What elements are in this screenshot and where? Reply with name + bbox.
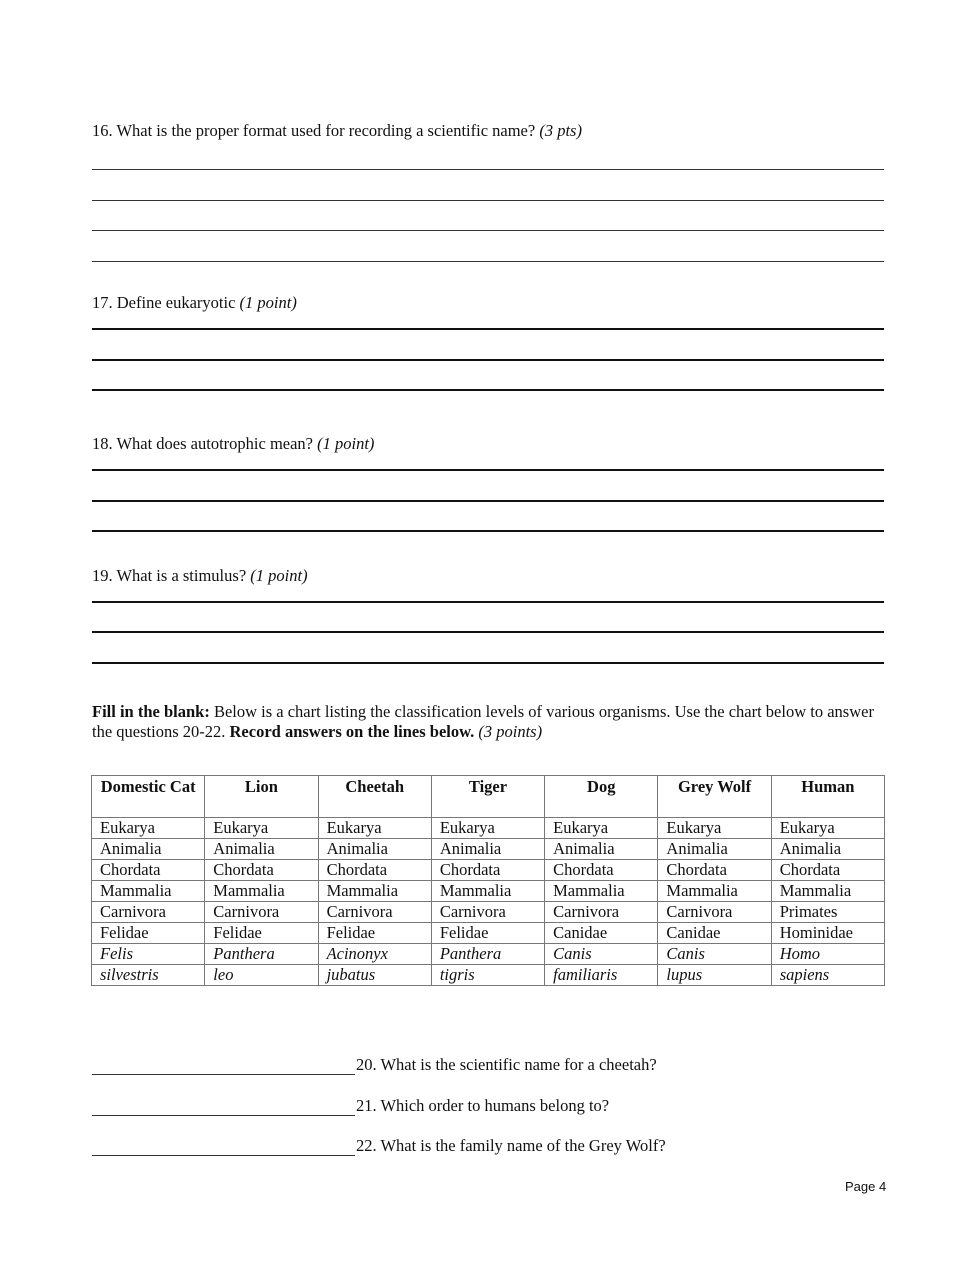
table-cell: Eukarya [431,818,544,839]
question-16-label: 16. What is the proper format used for recording a scientific name? (3 pts) [92,121,582,140]
answer-line[interactable] [92,662,884,664]
table-cell: silvestris [92,965,205,986]
table-cell: Chordata [658,860,771,881]
question-17 [92,293,884,398]
answer-line[interactable] [92,328,884,330]
table-cell: Panthera [205,944,318,965]
answer-line[interactable] [92,601,884,603]
classification-table [91,775,885,986]
table-cell: Carnivora [92,902,205,923]
table-cell: sapiens [771,965,884,986]
table-cell: Mammalia [318,881,431,902]
question-19-label: 19. What is a stimulus? (1 point) [92,566,308,585]
table-cell: Animalia [545,839,658,860]
table-row [92,818,885,839]
table-cell: Chordata [318,860,431,881]
table-cell: Chordata [431,860,544,881]
table-cell: Mammalia [545,881,658,902]
column-header: Tiger [431,776,544,818]
table-cell: Eukarya [318,818,431,839]
table-cell: Animalia [658,839,771,860]
column-header: Grey Wolf [658,776,771,818]
answer-21 [92,1096,609,1116]
table-row [92,881,885,902]
answer-blank[interactable] [92,1057,355,1075]
table-cell: Animalia [205,839,318,860]
table-cell: Animalia [92,839,205,860]
table-cell: familiaris [545,965,658,986]
table-cell: Mammalia [658,881,771,902]
answer-line[interactable] [92,530,884,532]
table-cell: Primates [771,902,884,923]
table-cell: Eukarya [205,818,318,839]
question-18-label: 18. What does autotrophic mean? (1 point) [92,434,375,453]
answer-blank[interactable] [92,1138,355,1156]
column-header: Human [771,776,884,818]
table-cell: Chordata [205,860,318,881]
table-cell: Felidae [318,923,431,944]
table-cell: Carnivora [205,902,318,923]
table-cell: Animalia [431,839,544,860]
table-cell: Mammalia [431,881,544,902]
question-17-label: 17. Define eukaryotic (1 point) [92,293,297,312]
fill-in-instructions: Fill in the blank: Below is a chart listing the classification levels of various organisms. Use the chart below to answer the questions 20-22. Record answers on the lines below. (3 points) [92,702,874,741]
table-cell: Eukarya [92,818,205,839]
answer-20 [92,1055,657,1075]
table-row [92,923,885,944]
answer-line[interactable] [92,389,884,391]
answer-line[interactable] [92,469,884,471]
table-cell: Animalia [771,839,884,860]
table-cell: Felidae [92,923,205,944]
answer-blank[interactable] [92,1098,355,1116]
column-header: Lion [205,776,318,818]
table-cell: Homo [771,944,884,965]
table-cell: leo [205,965,318,986]
table-row [92,839,885,860]
table-cell: Animalia [318,839,431,860]
answer-line[interactable] [92,230,884,231]
table-cell: Mammalia [771,881,884,902]
question-18 [92,434,884,539]
table-row [92,944,885,965]
answer-line[interactable] [92,169,884,170]
table-cell: Mammalia [92,881,205,902]
table-cell: Eukarya [771,818,884,839]
column-header: Cheetah [318,776,431,818]
page-number: Page 4 [845,1179,887,1194]
table-row [92,902,885,923]
table-cell: Panthera [431,944,544,965]
answer-21-question: 21. Which order to humans belong to? [356,1096,610,1115]
column-header: Dog [545,776,658,818]
table-cell: tigris [431,965,544,986]
table-cell: Carnivora [658,902,771,923]
table-row [92,860,885,881]
table-cell: Felidae [205,923,318,944]
table-cell: Canis [545,944,658,965]
table-cell: Felis [92,944,205,965]
table-cell: Chordata [545,860,658,881]
table-cell: Eukarya [545,818,658,839]
answer-line[interactable] [92,261,884,262]
table-header-row [92,776,885,818]
table-cell: Canidae [658,923,771,944]
table-cell: Acinonyx [318,944,431,965]
answer-22 [92,1136,666,1156]
answer-line[interactable] [92,631,884,633]
table-cell: Felidae [431,923,544,944]
table-cell: Canis [658,944,771,965]
column-header: Domestic Cat [92,776,205,818]
table-row [92,965,885,986]
answer-line[interactable] [92,500,884,502]
table-cell: Chordata [771,860,884,881]
table-cell: Chordata [92,860,205,881]
table-cell: jubatus [318,965,431,986]
table-cell: Carnivora [545,902,658,923]
answer-20-question: 20. What is the scientific name for a cheetah? [356,1055,657,1074]
table-cell: Canidae [545,923,658,944]
table-cell: lupus [658,965,771,986]
table-cell: Carnivora [318,902,431,923]
question-19 [92,566,884,671]
table-cell: Eukarya [658,818,771,839]
table-cell: Carnivora [431,902,544,923]
answer-line[interactable] [92,200,884,201]
answer-22-question: 22. What is the family name of the Grey Wolf? [356,1136,666,1155]
question-16 [92,121,884,266]
answer-line[interactable] [92,359,884,361]
table-cell: Hominidae [771,923,884,944]
table-cell: Mammalia [205,881,318,902]
